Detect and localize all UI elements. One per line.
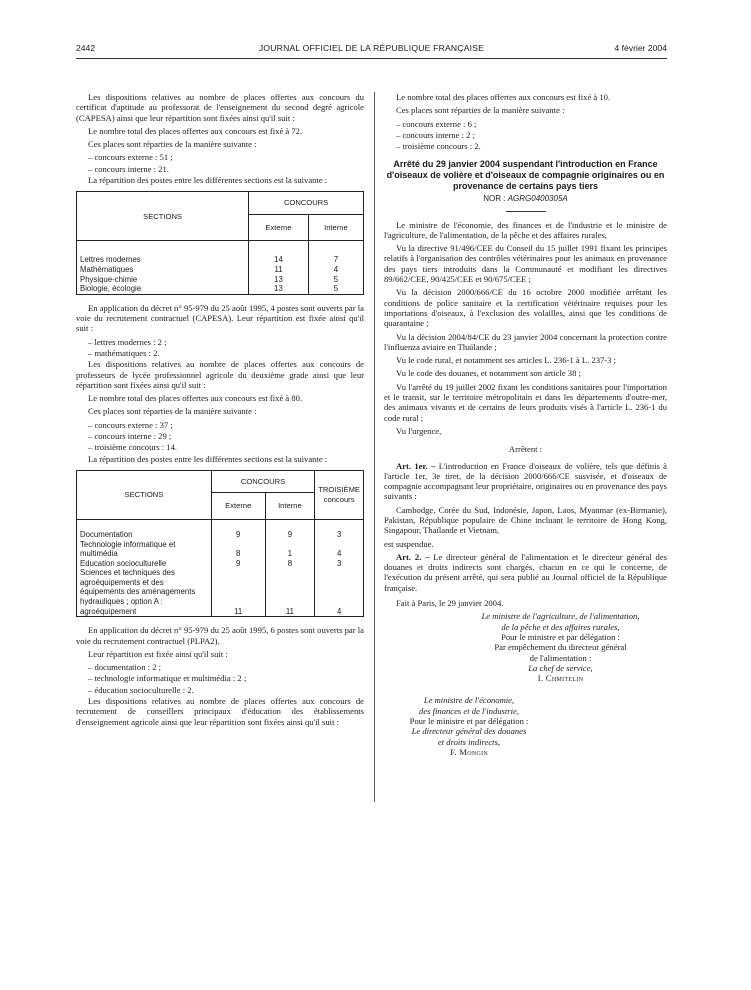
paragraph: Ces places sont réparties de la manière suivante :: [88, 139, 257, 150]
paragraph: Leur répartition est fixée ainsi qu'il suit :: [88, 648, 228, 659]
article-1: [384, 461, 667, 502]
cell-troisieme: 3: [315, 519, 364, 539]
nor-code: AGRG0400305A: [507, 194, 568, 204]
list-item: – concours externe : 6 ;: [396, 118, 477, 129]
cell-externe: 9: [211, 559, 265, 569]
paragraph: Les dispositions relatives au nombre de places offertes aux concours de recrutement de conseillers principaux d'éducation des établissements d'enseignement agricole ainsi que leur répartition sont fixées ainsi qu'il suit :: [76, 696, 364, 727]
table-row: [77, 559, 364, 569]
arrete-title: Arrêté du 29 janvier 2004 suspendant l'introduction en France d'oiseaux de volière et d'oiseaux de compagnie originaires ou en provenance de certains pays tiers: [386, 159, 665, 191]
list-item: – concours externe : 37 ;: [88, 419, 173, 430]
cell-externe: 9: [211, 519, 265, 539]
visa: Vu l'urgence,: [396, 425, 442, 436]
list-item: – mathématiques : 2.: [88, 347, 160, 358]
paragraph: Ces places sont réparties de la manière suivante :: [396, 105, 565, 116]
left-column: [76, 92, 364, 730]
cell-interne: 8: [265, 559, 315, 569]
cell-troisieme: 4: [315, 540, 364, 559]
article-1-countries: Cambodge, Corée du Sud, Indonésie, Japon, Laos, Myanmar (ex-Birmanie), Pakistan, République populaire de Chine incluant le territoire de Hong Kong, Singapour, Thaïlande et Vietnam,: [384, 504, 667, 536]
paragraph: Les dispositions relatives au nombre de places offertes aux concours du certificat d'aptitude au professorat de l'enseignement du second degré agricole (CAPESA) ainsi que leur répartition sont fixées ainsi qu'il suit :: [76, 92, 364, 123]
paragraph: La répartition des postes entre les différentes sections est la suivante :: [88, 175, 328, 186]
list-item: – troisième concours : 2.: [396, 141, 481, 152]
row-label: Lettres modernes: [77, 241, 249, 265]
table-row: [77, 540, 364, 559]
cell-interne: 9: [265, 519, 315, 539]
paragraph: Ces places sont réparties de la manière suivante :: [88, 406, 257, 417]
signature-date: Fait à Paris, le 29 janvier 2004.: [396, 598, 504, 609]
cell-externe: 11: [211, 568, 265, 616]
issue-date: 4 février 2004: [614, 43, 667, 53]
table-header-concours: CONCOURS: [211, 470, 314, 492]
article-2: [384, 552, 667, 593]
list-item: – concours interne : 21.: [88, 163, 169, 174]
row-label: Sciences et techniques des agroéquipements et des équipements des aménagements hydrauliques ; option A : agroéquipement: [77, 568, 212, 616]
article-2-text: Le directeur général de l'alimentation et le directeur général des douanes et droits indirects sont chargés, chacun en ce qui le concerne, de l'exécution du présent arrêté, qui sera publié au Journal officiel de la République française.: [384, 551, 668, 593]
right-column: [384, 92, 667, 757]
table-row: [77, 241, 364, 265]
cell-externe: 13: [249, 275, 309, 285]
signature-line: Le ministre de l'économie,: [423, 695, 515, 706]
signature-line: de l'alimentation :: [529, 652, 592, 663]
paragraph: Le nombre total des places offertes aux concours est fixé à 72.: [88, 125, 303, 136]
arretent-heading: Arrêtent :: [508, 444, 543, 455]
list-item: – troisième concours : 14.: [88, 442, 178, 453]
table-row: [77, 284, 364, 294]
cell-externe: 8: [211, 540, 265, 559]
paragraph: Le ministre de l'économie, des finances et de l'industrie et le ministre de l'agriculture, de l'alimentation, de la pêche et des affaires rurales,: [384, 219, 667, 240]
cell-interne: 5: [308, 284, 363, 294]
signature-line: Pour le ministre et par délégation :: [409, 716, 529, 727]
signature-line: Par empêchement du directeur général: [494, 642, 627, 653]
cell-externe: 11: [249, 265, 309, 275]
row-label: Biologie, écologie: [77, 284, 249, 294]
article-1-heading: Art. 1er. –: [396, 460, 436, 471]
article-1-text: L'introduction en France d'oiseaux de volière, tels que définis à l'article 1er, 3e tiret, de la décision 2000/666/CE susvisée, et d'oiseaux de compagnie accompagnant leur propriétaire, originaires ou en provenance des pays suivants :: [384, 460, 667, 502]
table-header-interne: Interne: [265, 493, 315, 520]
table-header-externe: Externe: [211, 493, 265, 520]
paragraph: La répartition des postes entre les différentes sections est la suivante :: [88, 453, 328, 464]
table-row: [77, 568, 364, 616]
cell-interne: 1: [265, 540, 315, 559]
visa: Vu l'arrêté du 19 juillet 2002 fixant les conditions sanitaires pour l'importation et le transit, sur le territoire métropolitain et dans les départements d'outre-mer, des animaux vivants et de certains de leurs produits visés à l'article L. 236-1 du code rural ;: [384, 381, 667, 423]
signature-line: de la pêche et des affaires rurales,: [501, 621, 620, 632]
table-header-externe: Externe: [249, 214, 309, 241]
column-divider: [374, 92, 375, 802]
list-item: – concours interne : 29 ;: [88, 431, 172, 442]
row-label: Physique-chimie: [77, 275, 249, 285]
list-item: – concours interne : 2 ;: [396, 129, 475, 140]
signatory-name: F. Mongin: [449, 746, 489, 757]
capesa-sections-table: [76, 191, 364, 294]
list-item: – documentation : 2 ;: [88, 662, 162, 673]
visa: Vu la décision 2000/666/CE du 16 octobre 2000 modifiée arrêtant les conditions de police sanitaire et la certification vétérinaire requises pour les importations d'oiseaux, à l'exclusion des volailles, ainsi que les conditions de quarantaine ;: [384, 287, 667, 329]
article-2-heading: Art. 2. –: [396, 551, 430, 562]
list-item: – technologie informatique et multimédia : 2 ;: [88, 673, 247, 684]
table-header-interne: Interne: [308, 214, 363, 241]
page-number: 2442: [76, 43, 96, 53]
table-row: [77, 519, 364, 539]
journal-title: JOURNAL OFFICIEL DE LA RÉPUBLIQUE FRANÇAISE: [258, 43, 485, 53]
signature-line: Pour le ministre et par délégation :: [501, 631, 620, 642]
visa: Vu la directive 91/496/CEE du Conseil du 15 juillet 1991 fixant les principes relatifs à l'organisation des contrôles vétérinaires pour les animaux en provenance des pays tiers introduits dans la Communauté et modifiant les directives 89/662/CEE, 90/425/CEE et 90/675/CEE ;: [384, 243, 667, 285]
paragraph: En application du décret n° 95-979 du 25 août 1995, 6 postes sont ouverts par la voie du recrutement contractuel (PLPA2).: [76, 625, 364, 646]
row-label: Education socioculturelle: [77, 559, 212, 569]
cell-troisieme: 3: [315, 559, 364, 569]
row-label: Documentation: [77, 519, 212, 539]
table-row: [77, 275, 364, 285]
nor-reference: [384, 194, 667, 204]
paragraph: Le nombre total des places offertes aux concours est fixé à 10.: [396, 92, 611, 102]
cell-interne: 5: [308, 275, 363, 285]
signature-block-economie: [384, 695, 554, 757]
article-1-end: est suspendue.: [384, 538, 434, 549]
signature-line: des finances et de l'industrie,: [419, 705, 519, 716]
list-item: – concours externe : 51 ;: [88, 152, 173, 163]
list-item: – éducation socioculturelle : 2.: [88, 684, 194, 695]
row-label: Mathématiques: [77, 265, 249, 275]
cell-interne: 11: [265, 568, 315, 616]
table-header-sections: SECTIONS: [77, 470, 212, 519]
page-header: [76, 43, 667, 55]
visa: Vu la décision 2004/84/CE du 23 janvier 2004 concernant la protection contre l'influenza aviaire en Thaïlande ;: [384, 331, 667, 352]
cell-externe: 14: [249, 241, 309, 265]
table-header-troisieme: TROISIÈME concours: [315, 470, 364, 519]
cell-interne: 4: [308, 265, 363, 275]
nor-label: NOR :: [483, 194, 506, 204]
cell-interne: 7: [308, 241, 363, 265]
signature-block-agriculture: [454, 611, 667, 683]
row-label: Technologie informatique et multimédia: [77, 540, 212, 559]
signature-line: Le ministre de l'agriculture, de l'alimentation,: [481, 611, 640, 622]
visa: Vu le code rural, et notamment ses articles L. 236-1 à L. 237-3 ;: [396, 355, 616, 366]
table-header-sections: SECTIONS: [77, 192, 249, 241]
list-item: – lettres modernes : 2 ;: [88, 336, 167, 347]
cell-externe: 13: [249, 284, 309, 294]
signature-line: et droits indirects,: [437, 736, 501, 747]
header-rule: [76, 58, 667, 59]
table-header-concours: CONCOURS: [249, 192, 364, 214]
signatory-name: I. Chmitelin: [537, 673, 584, 684]
signature-line: Le directeur général des douanes: [411, 726, 527, 737]
paragraph: En application du décret n° 95-979 du 25 août 1995, 4 postes sont ouverts par la voie du recrutement contractuel (CAPESA). Leur répartition est fixée ainsi qu'il suit :: [76, 302, 364, 334]
signature-line: La chef de service,: [528, 662, 593, 673]
plpa2-sections-table: [76, 470, 364, 617]
cell-troisieme: 4: [315, 568, 364, 616]
title-separator: [506, 211, 546, 212]
visa: Vu le code des douanes, et notamment son article 38 ;: [396, 368, 581, 379]
paragraph: Les dispositions relatives au nombre de places offertes aux concours de professeurs de lycée professionnel agricole du deuxième grade ainsi que leur répartition sont fixées ainsi qu'il suit :: [76, 359, 364, 390]
paragraph: Le nombre total des places offertes aux concours est fixé à 80.: [88, 393, 303, 404]
table-row: [77, 265, 364, 275]
